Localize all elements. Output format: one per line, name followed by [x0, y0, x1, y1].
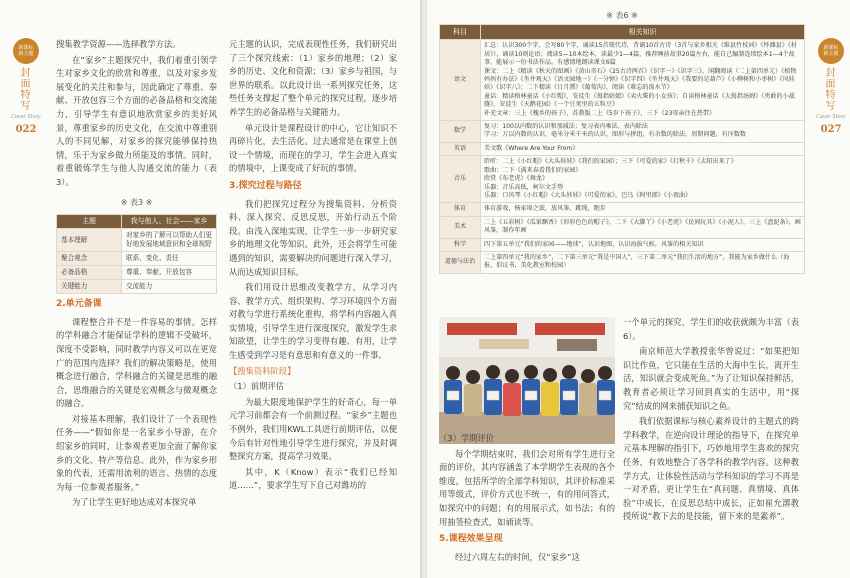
subject-cell: 体育	[440, 203, 481, 216]
paragraph: 对接基本理解，我们设计了一个表现性任务——“假如你是一名家乡小导游，在介绍家乡的同时，让参观者更加全面了解你家乡的文化、特产等信息。此外，作为家乡形象的代表，还需用流利的语言、热情的态度为每一位参观者服务。”	[56, 413, 217, 492]
paragraph: 每个学期结束时，我们会对所有学生进行全面的评价，其内容涵盖了本学期学生表现的各个维度，包括所学的全部学科知识，其评价标准采用等级式，评价方式也不统一，有的用问答式，如探究中的问题；有的用展示式，如书法；有的用抽签检查式，如诵读等。	[439, 448, 615, 527]
badge-line-1: 新课标	[18, 45, 34, 51]
column-badge-icon	[818, 38, 844, 64]
subject-cell: 道德与法治	[440, 251, 481, 273]
table-row	[440, 216, 805, 238]
table-row	[440, 238, 805, 251]
paragraph: 搜集教学资源——选择教学方法。	[56, 39, 181, 49]
section-title: 封面特写	[20, 68, 32, 112]
table-row	[440, 142, 805, 155]
table-key-cell: 关键能力	[57, 280, 122, 294]
table-caption: ※ 表6 ※	[606, 11, 638, 20]
badge-line-2: 新主题	[18, 51, 34, 57]
table-cell: 联系、变化、责任	[122, 252, 217, 266]
paragraph: 我们依据课标与核心素养设计的主题式的跨学科教学，在逆向设计理论的指导下，在探究单元基本理解的指引下，巧妙地用学生喜欢的探究任务，有效地整合了各学科的教学内容。这种教学方式，让体验性活动与学科知识的学习不再是一对矛盾，更让学生在“真问题、真情境、真体验”中成长，在反思总结中成长，正如崔允漷教授所说“教下去的是技能，留下来的是素养”。	[623, 416, 799, 522]
table-row	[440, 40, 805, 121]
table-row	[440, 251, 805, 273]
table-header-cell: 相关知识	[481, 25, 805, 40]
subject-cell: 语文	[440, 40, 481, 121]
table-header-row	[57, 215, 217, 229]
section-heading: 2.单元备课	[56, 299, 102, 310]
table-row	[57, 252, 217, 266]
table-cell: 交流能力	[122, 280, 217, 294]
knowledge-cell: 体育游戏，杨家埠之旅，放风筝，跳绳，跑步	[481, 203, 805, 216]
table-cell: 对家乡的了解可以帮助人们更好地发展地域意识和全球视野	[122, 229, 217, 252]
table-row	[440, 203, 805, 216]
paragraph: 课程整合并不是一件容易的事情。怎样的学科融合才能保证学科的逻辑不受破坏，深度不受影响，同时教学内容又可以在更宽广的范围内选择？我们的解决策略是，使用概念进行融合，学科融合的关键是思维的融合，思维融合的关键是宏观概念与微观概念的融合。	[56, 316, 217, 409]
section-heading: 3.探究过程与路径	[229, 180, 302, 191]
left-page	[0, 0, 422, 578]
stage-tag: 【搜集资料阶段】	[229, 365, 296, 376]
left-column-1	[56, 38, 217, 512]
subject-cell: 音乐	[440, 156, 481, 203]
column-badge-icon	[13, 38, 39, 64]
right-section-tab	[809, 38, 850, 135]
table-header-row	[440, 25, 805, 40]
badge-line-2: 新主题	[823, 51, 839, 57]
table-cell: 尊重、奉献、开放包容	[122, 266, 217, 280]
table-row	[57, 266, 217, 280]
knowledge-cell: 汇总：认识300个字，会写80个字，诵读15首现代诗，背诵10首古诗（3首与家乡相关《维县竹枝词》《怀潍县》《村居》），诵读10则论语；阅读5—10本绘本，读最少1—4篇，推荐睡前故事20篇左右，能自己编制连续绘本1—4个故事，能展示一份书法作品。有感情地朗读课文6篇 课文：二上《精读《秋天的图画》《黄山奇石》《25古诗两首》《识字一》《识字三》，闲翻阅读（二上第四单元）《植物妈妈有办法》《坐井观天》《语文园地一》《一分钟》《识字四》《坐井观天》《我要的是葫芦》《小柳树和小枣树》《风娃娃》《识字八》；二下精读《日月潭》《葡萄沟》，阅读《难忘的泼水节》 童话：精读格林童话《小红帽》，安徒生《拇指姑娘》《卖火柴的小女孩》；自读格林童话《大拇指汤姆》《勇敢的小裁缝》，安徒生《天鹅花园》《一个豆荚里的五粒豆》 补充文章：三上《槐乡的孩子》，苏教版二上《5岁下孩子》，三下《23母亲住在热带》	[481, 40, 805, 121]
paragraph: 我们用设计思维改变教学方，从学习内容、教学方式、组织架构、学习环境四个方面对教与学进行系统化重构，将学科内容融入真实情境，引导学生进行深度探究，激发学生求知欲望，让学生的学习变得有趣、有用，让学生感受到学习是有意思和有意义的一件事。	[229, 282, 397, 361]
table-header-cell: 科目	[440, 25, 481, 40]
right-page	[427, 0, 850, 578]
paragraph: 为了让学生更好地达成对本探究单	[72, 497, 197, 508]
subject-cell: 英语	[440, 142, 481, 155]
section-heading: 5.课程效果呈现	[439, 534, 503, 545]
table-key-cell: 必备品格	[57, 266, 122, 280]
right-column-2	[623, 316, 799, 526]
paragraph: 我们把探究过程分为搜集资料、分析资料、深入探究、反思反思，开始行动五个阶段。由浅入深地实现，让学生一步一步研究家乡的地理文化等知识。此外，还会将学生可能遇到的知识，需要解决的问题进行深入学习，从而达成知识目标。	[229, 198, 397, 277]
table-caption: ※ 表3 ※	[120, 197, 153, 207]
knowledge-cell: 复习：100以内数的认识和加减法；复习表内乘法、表内除法 学习：万以内数的认识，毫米分米千米的认识，图形与拼组，有余数的除法，周期问题，有序数数	[481, 121, 805, 143]
subheading: （3）学期评价	[439, 433, 495, 443]
table-header-cell: 我与他人、社会——家乡	[122, 215, 217, 229]
paragraph: 一个单元的探究，学生们的收获就颇为丰富（表6）。	[623, 317, 799, 341]
paragraph: 其中，K（Know）表示“我们已经知道……”，要求学生写下自己对潍坊的	[229, 466, 397, 491]
section-title: 封面特写	[825, 68, 837, 112]
page-number: 027	[820, 124, 842, 135]
students-singing-image	[439, 317, 615, 444]
table-6-block	[439, 6, 805, 274]
table-row	[57, 280, 217, 294]
badge-line-1: 新课标	[823, 45, 839, 51]
paragraph: 南京师范大学教授张华曾说过：“如果把知识比作鱼，它只能在生活的大海中生长，离开生活，知识就会变成死鱼。”为了让知识保持鲜活，教育者必须让学习回到真实的生活中，用“探究”结成的网来捕获知识之鱼。	[623, 346, 799, 411]
knowledge-cell: 四下第五单元“我们的家园——地球”，认识地图，认识海拔气候，风筝的相关知识	[481, 238, 805, 251]
page-number: 022	[15, 124, 37, 135]
knowledge-cell: 二上第四单元“我的家乡”，二下第三单元“我是中国人”，三下第二单元“我们生活的地方”，我能为家乡做什么（海报，倡议书，美化教室和校园）	[481, 251, 805, 273]
subject-cell: 科学	[440, 238, 481, 251]
table-row	[440, 156, 805, 203]
paragraph: 在“家乡”主题探究中，我们着重引领学生对家乡文化的欣赏和尊重，以及对家乡发展变化的关注和参与，因此确定了尊重、奉献、开放包容三个方面的必备品格和交流能力，引导学生有意识地欣赏家乡的美好风景，尊重家乡的历史文化，在交流中尊重别人的不同见解，对家乡的探究能够保持热情，乐于为家乡做力所能及的事情。同时，着重锻炼学生与他人沟通交流的能力（表3）。	[56, 54, 217, 187]
table-row	[57, 229, 217, 252]
table-6	[439, 24, 805, 274]
table-key-cell: 聚合观念	[57, 252, 122, 266]
classroom-photo	[439, 317, 615, 444]
subheading: （1）前期评估	[229, 381, 285, 392]
table-row	[440, 121, 805, 143]
knowledge-cell: 二上《五彩树》《瓜果飘香》《形形色色的帽子》，二下《大脚丫》《小老虎》《民间玩具》《小泥人》，三上《盘泥条》，画风筝，制作年画	[481, 216, 805, 238]
paragraph: 经过六周左右的时间，仅“家乡”这	[455, 551, 580, 562]
table-key-cell: 基本理解	[57, 229, 122, 252]
subject-cell: 数学	[440, 121, 481, 143]
section-subtitle: Cover Story	[11, 114, 41, 120]
table-3	[56, 214, 217, 294]
knowledge-cell: 美文歌《Where Are Your From》	[481, 142, 805, 155]
left-section-tab	[4, 38, 48, 135]
table-header-cell: 主题	[57, 215, 122, 229]
paragraph: 为最大限度地保护学生的好奇心，每一单元学习前都会有一个前测过程。“家乡”主题也不例外，我们用KWL工具进行前期评估，以便今后有针对性地引导学生进行探究，并及时调整探究方案，提高学习效果。	[229, 396, 397, 462]
left-column-2	[229, 38, 397, 495]
right-column-1	[439, 432, 615, 566]
section-subtitle: Cover Story	[816, 114, 846, 120]
knowledge-cell: 聆听：二上《小红帽》《大头娃娃》《我们的家园》；三下《可爱的家》《打秋千》《太阳出来了》 歌曲：二下《满来春看我们的家园》 欣赏《布老虎》《舞龙》 乐器：音乐高低，柯尔文手势 乐器：口风琴《小红帽》《大头娃娃》《可爱的家》，巴乌《阿里郎》《小夜曲》	[481, 156, 805, 203]
subject-cell: 美术	[440, 216, 481, 238]
paragraph: 元主题的认识，完成表现性任务，我们研究出了三个探究线索：（1）家乡的地理；（2）家乡的历史、文化和资源；（3）家乡与祖国，与世界的联系。以此设计出一系列探究任务，这些任务支撑起了整个单元的探究过程，逐步培养学生的必备品格与关键能力。	[229, 39, 397, 117]
paragraph: 单元设计是课程设计的中心，它让知识不再碎片化，去生活化。过去通常是在课堂上创设一个情境，而现在的学习，学生会进入真实的情境中，上课变成了好玩的事情。	[229, 122, 397, 174]
